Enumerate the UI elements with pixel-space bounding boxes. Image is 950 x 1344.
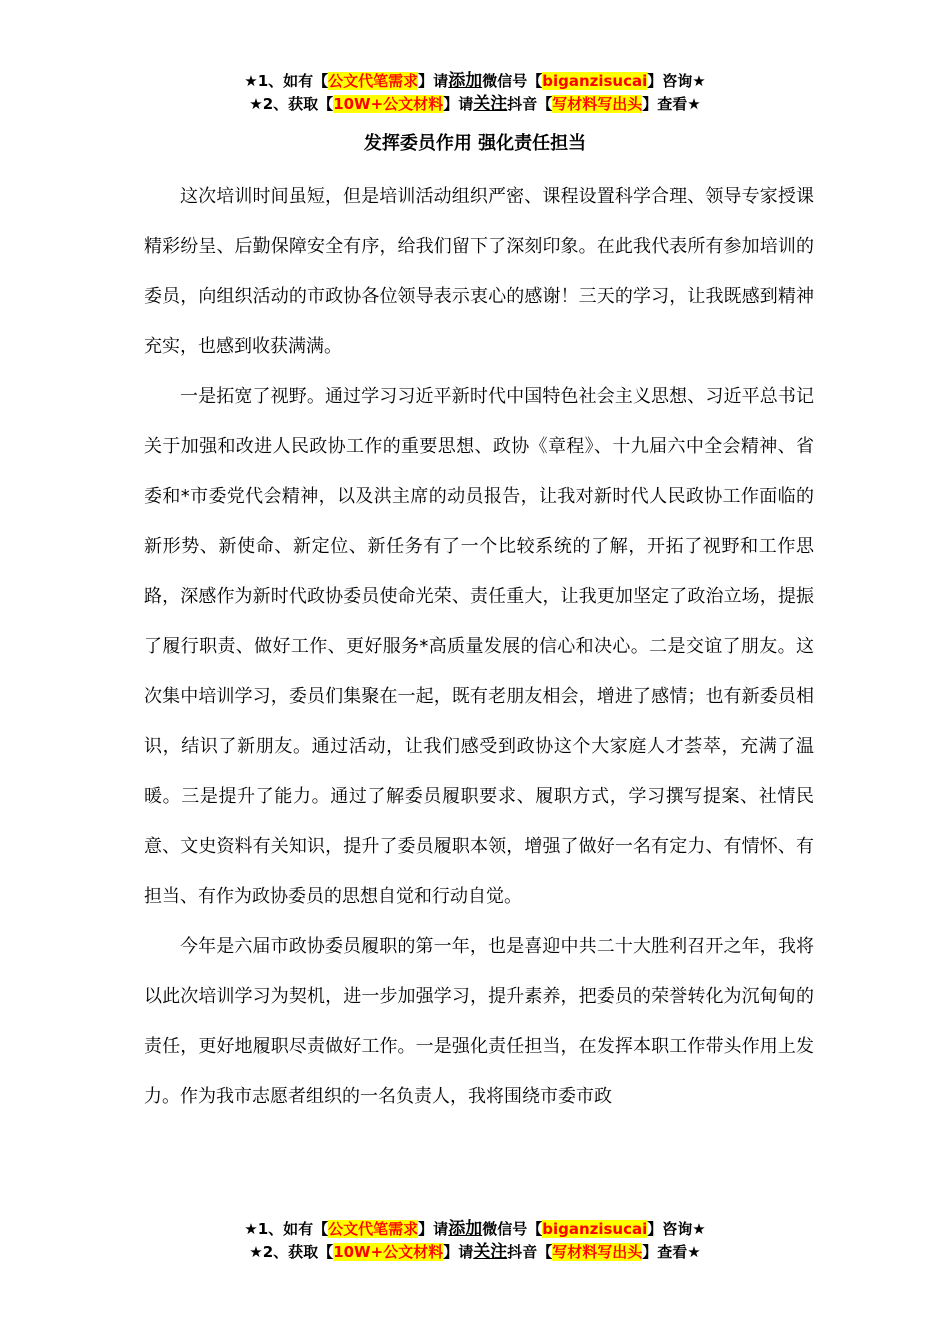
highlight-wechat-id: biganzisucai bbox=[542, 72, 648, 90]
underline-follow: 关注 bbox=[473, 94, 508, 114]
promo-banner-top bbox=[0, 70, 950, 116]
highlight-douyin: 写材料写出头 bbox=[552, 1243, 643, 1261]
highlight-wechat-id: biganzisucai bbox=[542, 1220, 648, 1238]
paragraph: 一是拓宽了视野。通过学习习近平新时代中国特色社会主义思想、习近平总书记关于加强和改进人民政协工作的重要思想、政协《章程》、十九届六中全会精神、省委和*市委党代会精神，以及洪主席的动员报告，让我对新时代人民政协工作面临的新形势、新使命、新定位、新任务有了一个比较系统的了解，开拓了视野和工作思路，深感作为新时代政协委员使命光荣、责任重大，让我更加坚定了政治立场，提振了履行职责、做好工作、更好服务*高质量发展的信心和决心。二是交谊了朋友。这次集中培训学习，委员们集聚在一起，既有老朋友相会，增进了感情；也有新委员相识，结识了新朋友。通过活动，让我们感受到政协这个大家庭人才荟萃，充满了温暖。三是提升了能力。通过了解委员履职要求、履职方式，学习撰写提案、社情民意、文史资料有关知识，提升了委员履职本领，增强了做好一名有定力、有情怀、有担当、有作为政协委员的思想自觉和行动自觉。 bbox=[144, 386, 814, 907]
underline-follow: 关注 bbox=[473, 1242, 508, 1262]
promo-line-2: ★2、获取【10W+公文材料】请关注抖音【写材料写出头】查看★ bbox=[249, 94, 701, 114]
highlight-service: 公文代笔需求 bbox=[328, 72, 419, 90]
paragraph: 这次培训时间虽短，但是培训活动组织严密、课程设置科学合理、领导专家授课精彩纷呈、后勤保障安全有序，给我们留下了深刻印象。在此我代表所有参加培训的委员，向组织活动的市政协各位领导表示衷心的感谢！三天的学习，让我既感到精神充实，也感到收获满满。 bbox=[144, 186, 814, 357]
underline-add: 添加 bbox=[448, 1219, 483, 1239]
highlight-service: 公文代笔需求 bbox=[328, 1220, 419, 1238]
promo-banner-bottom bbox=[0, 1218, 950, 1264]
highlight-douyin: 写材料写出头 bbox=[552, 95, 643, 113]
underline-add: 添加 bbox=[448, 71, 483, 91]
document-title: 发挥委员作用 强化责任担当 bbox=[363, 133, 587, 154]
document-body bbox=[144, 172, 814, 1122]
highlight-materials: 10W+公文材料 bbox=[333, 95, 444, 113]
highlight-materials: 10W+公文材料 bbox=[333, 1243, 444, 1261]
promo-line-2: ★2、获取【10W+公文材料】请关注抖音【写材料写出头】查看★ bbox=[249, 1242, 701, 1262]
paragraph: 今年是六届市政协委员履职的第一年，也是喜迎中共二十大胜利召开之年，我将以此次培训学习为契机，进一步加强学习，提升素养，把委员的荣誉转化为沉甸甸的责任，更好地履职尽责做好工作。一是强化责任担当，在发挥本职工作带头作用上发力。作为我市志愿者组织的一名负责人，我将围绕市委市政 bbox=[144, 936, 814, 1107]
promo-line-1: ★1、如有【公文代笔需求】请添加微信号【biganzisucai】咨询★ bbox=[244, 1219, 706, 1239]
promo-line-1: ★1、如有【公文代笔需求】请添加微信号【biganzisucai】咨询★ bbox=[244, 71, 706, 91]
